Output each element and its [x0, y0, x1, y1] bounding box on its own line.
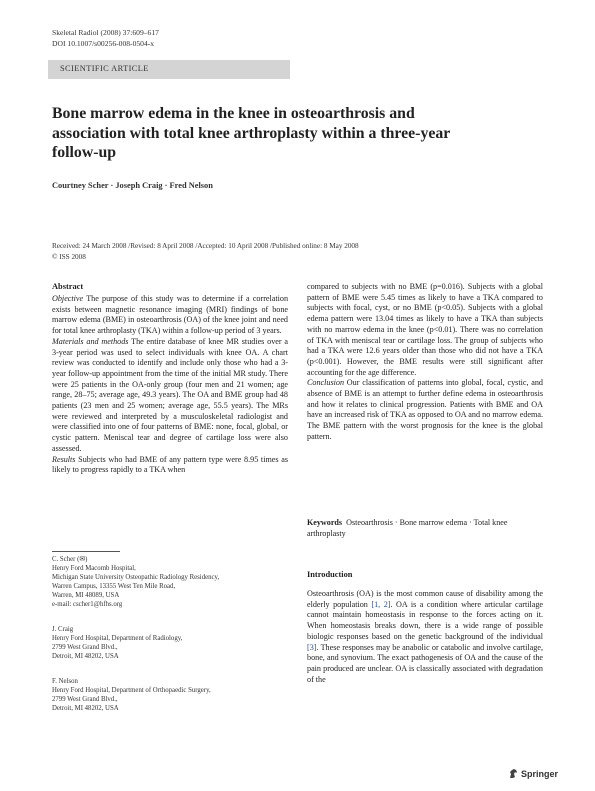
abstract-objective: Objective The purpose of this study was to determine if a correlation exists between magnetic resonance imaging (MRI) findings of bone marrow edema (BME) in osteoarthrosis (OA) of the knee joint and need for total knee arthroplasty (TKA) within a follow-up period of 3 years. — [52, 294, 289, 336]
springer-horse-icon — [508, 768, 519, 779]
date-history: Received: 24 March 2008 /Revised: 8 April 2008 /Accepted: 10 April 2008 /Published online: 8 May 2008 — [52, 242, 359, 250]
keywords-label: Keywords — [307, 518, 343, 527]
abstract-results-cont: compared to subjects with no BME (p=0.016). Subjects with a global pattern of BME were 5.45 times as likely to have a TKA compared to subjects with focal, cyst, or no BME (p<0.05). Subjects with a global edema pattern were 13.04 times as likely to have a TKA than subjects with no marrow edema in the knee (p<0.01). There was no correlation of TKA with meniscal tear or cartilage loss. The group of subjects who had a TKA were 12.6 years older than those who did not have a TKA (p<0.001). However, the BME results were still significant after accounting for the age difference. — [307, 282, 543, 377]
keywords-text: Osteoarthrosis · Bone marrow edema · Total knee arthroplasty — [307, 518, 508, 538]
citation-link[interactable]: [3] — [307, 642, 317, 652]
author-list: Courtney Scher · Joseph Craig · Fred Nelson — [52, 181, 213, 190]
abstract-methods: Materials and methods The entire database of knee MR studies over a 3-year period was used to select individuals with knee OA. A chart review was conducted to identify and include only those who had a 3-year follow-up appointment from the time of the initial MR study. There were 25 patients in the OA-only group (four men and 21 women; age range, 28–75; average age, 49.3 years). The OA and BME group had 48 patients (23 men and 25 women; average age, 55.5 years). The MRs were reviewed and interpreted by a musculoskeletal radiologist and were classified into one of four patterns of BME: none, focal, global, or cystic pattern. Meniscal tear and degree of cartilage loss were also assessed. — [52, 336, 288, 453]
publication-dates — [52, 241, 359, 262]
journal-citation: Skeletal Radiol (2008) 37:609–617 — [52, 28, 159, 37]
affiliation-nelson: F. Nelson Henry Ford Hospital, Department of Orthopaedic Surgery, 2799 West Grand Blvd., Detroit, MI 48202, USA — [52, 678, 211, 712]
abstract-conclusion: Conclusion Our classification of patterns into global, focal, cystic, and absence of BME is an attempt to further define edema in osteoarthrosis and how it relates to clinical progression. Patients with BME and OA have an increased risk of TKA as opposed to OA and no marrow edema. The BME pattern with the worst prognosis for the knee is the global pattern. — [307, 378, 543, 441]
article-type-banner — [48, 60, 290, 79]
affiliation-scher: C. Scher (✉) Henry Ford Macomb Hospital, Michigan State University Osteopathic Radiology Residency, Warren Campus, 13355 West Ten Mile Road, Warren, MI 48089, USA e-mail: cscher1@hfhs.org — [52, 556, 220, 608]
article-type-label: SCIENTIFIC ARTICLE — [60, 64, 149, 73]
conclusion-label: Conclusion — [307, 378, 345, 388]
article-title: Bone marrow edema in the knee in osteoarthrosis and association with total knee arthroplasty within a three-year follow-up — [52, 105, 450, 161]
results-label: Results — [52, 454, 76, 464]
abstract-heading: Abstract — [52, 282, 84, 291]
abstract-right-column — [307, 282, 543, 443]
author-email[interactable]: e-mail: cscher1@hfhs.org — [52, 600, 123, 608]
affiliation-craig: J. Craig Henry Ford Hospital, Department of Radiology, 2799 West Grand Blvd., Detroit, MI 48202, USA — [52, 626, 183, 660]
journal-header — [52, 28, 159, 49]
doi: DOI 10.1007/s00256-008-0504-x — [52, 38, 155, 48]
publisher-name: Springer — [521, 769, 559, 779]
introduction-body: Osteoarthrosis (OA) is the most common cause of disability among the elderly population [1, 2]. OA is a condition where articular cartilage cannot maintain homeostasis in response to the forces acting on it. When homeostasis breaks down, there is a wide range of possible biologic responses based on the genetic background of the individual [3]. These responses may be anabolic or catabolic and involve cartilage, bone, and synovium. The exact pathogenesis of OA and the cause of the pain produced are unclear. OA is classically associated with degradation of the — [307, 589, 544, 684]
keywords — [307, 518, 543, 539]
publisher-logo — [508, 768, 558, 779]
affiliation-divider — [52, 551, 120, 552]
methods-label: Materials and methods — [52, 336, 129, 346]
citation-link[interactable]: [1, 2] — [371, 599, 391, 609]
introduction-heading: Introduction — [307, 570, 353, 579]
copyright: © ISS 2008 — [52, 252, 86, 261]
abstract-left-column — [52, 294, 288, 476]
abstract-results-start: Results Subjects who had BME of any pattern type were 8.95 times as likely to progress rapidly to a TKA when — [52, 454, 288, 475]
objective-label: Objective — [52, 294, 84, 303]
